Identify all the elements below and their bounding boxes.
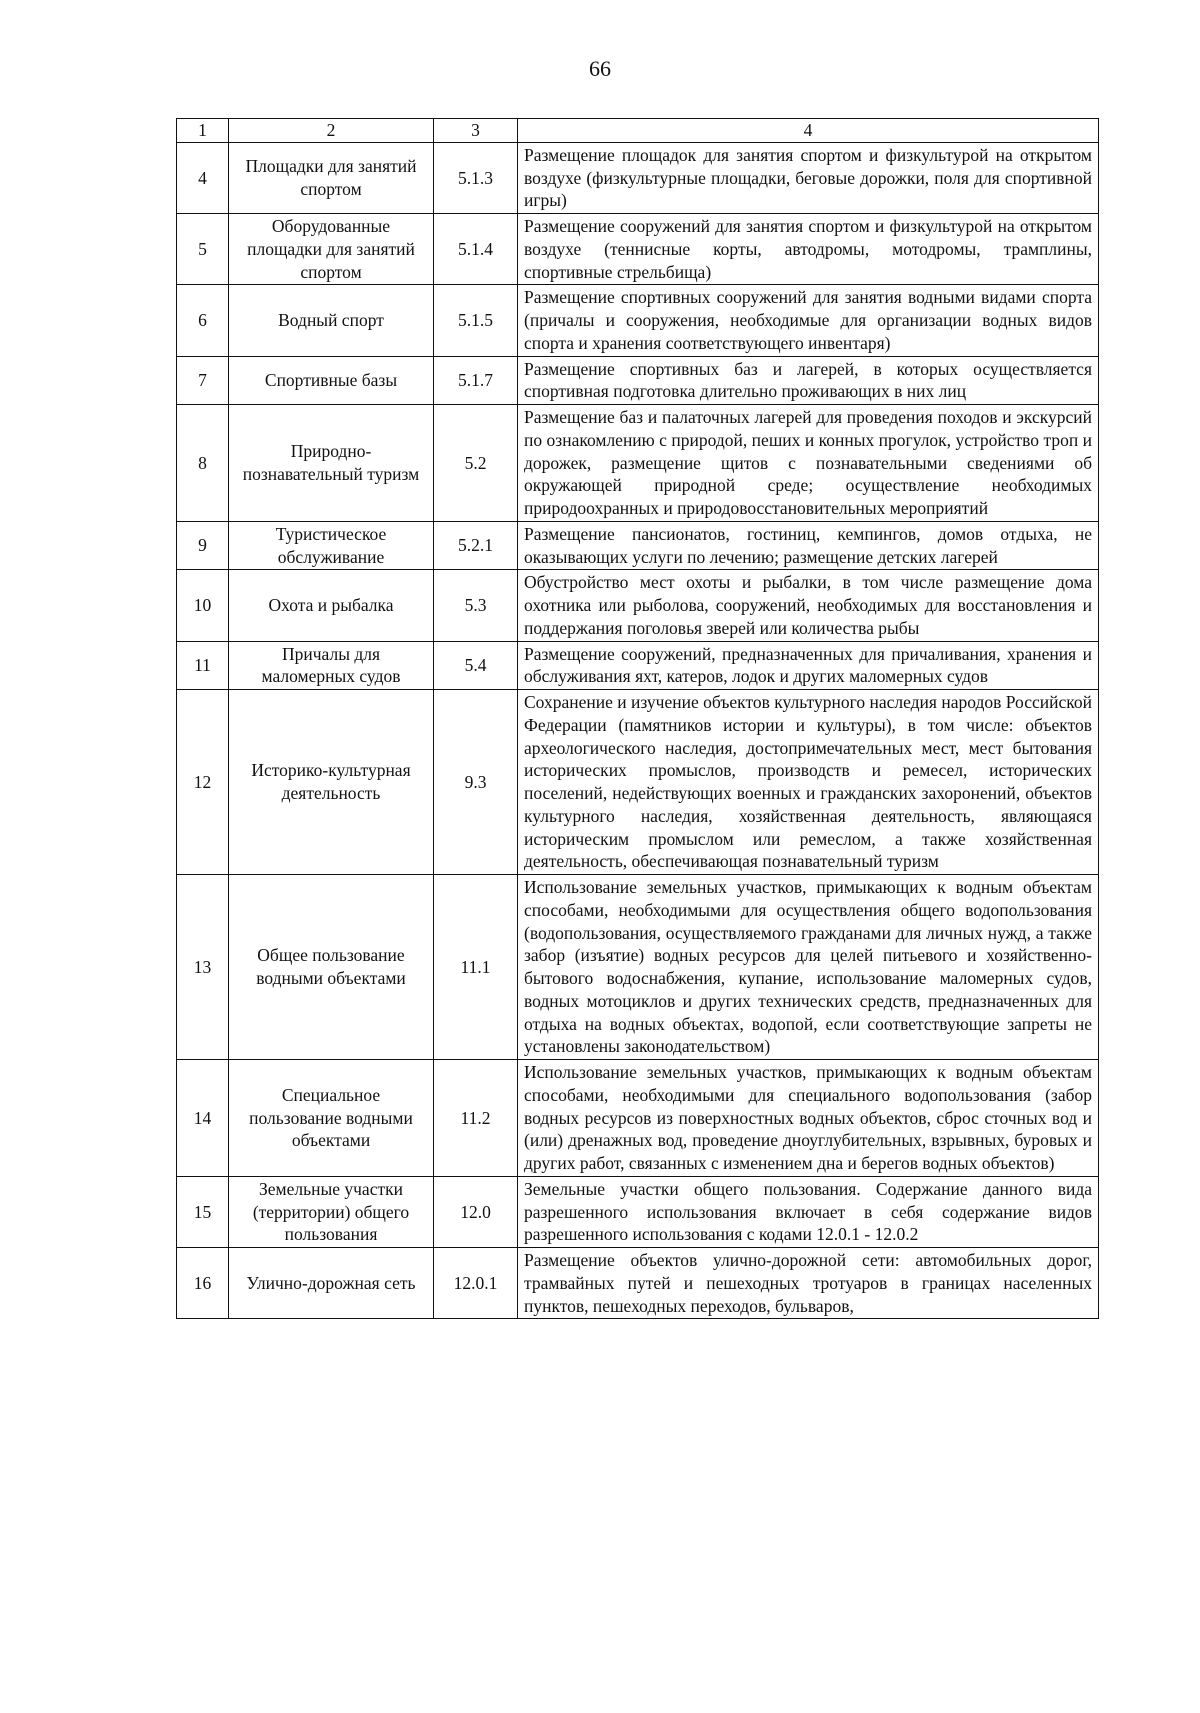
- use-type-code: 5.1.4: [434, 214, 518, 285]
- row-number: 11: [177, 641, 229, 690]
- row-number: 14: [177, 1060, 229, 1177]
- header-col-2: 2: [229, 119, 434, 143]
- use-type-name: Водный спорт: [229, 285, 434, 356]
- use-type-description: Использование земельных участков, примыкающих к водным объектам способами, необходимыми для специального водопользования (забор водных ресурсов из поверхностных водных объектов, сброс сточных вод и (или) дренажных вод, проведение дноуглубительных, взрывных, буровых и других работ, связанных с изменением дна и берегов водных объектов): [518, 1060, 1099, 1177]
- row-number: 13: [177, 875, 229, 1060]
- use-type-description: Обустройство мест охоты и рыбалки, в том числе размещение дома охотника или рыболова, сооружений, необходимых для восстановления и поддержания поголовья зверей или количества рыбы: [518, 570, 1099, 641]
- use-type-code: 5.2: [434, 405, 518, 522]
- table-row: [177, 214, 1099, 285]
- use-type-name: Историко-культурная деятельность: [229, 690, 434, 875]
- use-type-description: Размещение баз и палаточных лагерей для проведения походов и экскурсий по ознакомлению с природой, пеших и конных прогулок, устройство троп и дорожек, размещение щитов с познавательными сведениями об окружающей природной среде; осуществление необходимых природоохранных и природовосстановительных мероприятий: [518, 405, 1099, 522]
- use-type-name: Земельные участки (территории) общего пользования: [229, 1176, 434, 1247]
- table-row: [177, 405, 1099, 522]
- use-type-description: Размещение объектов улично-дорожной сети: автомобильных дорог, трамвайных путей и пешеходных тротуаров в границах населенных пунктов, пешеходных переходов, бульваров,: [518, 1248, 1099, 1319]
- use-type-name: Общее пользование водными объектами: [229, 875, 434, 1060]
- use-type-code: 11.2: [434, 1060, 518, 1177]
- row-number: 6: [177, 285, 229, 356]
- use-type-description: Размещение сооружений для занятия спортом и физкультурой на открытом воздухе (теннисные корты, автодромы, мотодромы, трамплины, спортивные стрельбища): [518, 214, 1099, 285]
- use-type-name: Оборудованные площадки для занятий спортом: [229, 214, 434, 285]
- use-type-description: Использование земельных участков, примыкающих к водным объектам способами, необходимыми для осуществления общего водопользования (водопользования, осуществляемого гражданами для личных нужд, а также забор (изъятие) водных ресурсов для целей питьевого и хозяйственно-бытового водоснабжения, купание, использование маломерных судов, водных мотоциклов и других технических средств, предназначенных для отдыха на водных объектах, водопой, если соответствующие запреты не установлены законодательством): [518, 875, 1099, 1060]
- use-type-name: Природно-познавательный туризм: [229, 405, 434, 522]
- use-type-description: Размещение спортивных сооружений для занятия водными видами спорта (причалы и сооружения, необходимые для организации водных видов спорта и хранения соответствующего инвентаря): [518, 285, 1099, 356]
- table-row: [177, 1248, 1099, 1319]
- table-row: [177, 285, 1099, 356]
- table-row: [177, 570, 1099, 641]
- use-type-description: Размещение сооружений, предназначенных для причаливания, хранения и обслуживания яхт, катеров, лодок и других маломерных судов: [518, 641, 1099, 690]
- use-type-name: Площадки для занятий спортом: [229, 142, 434, 213]
- row-number: 5: [177, 214, 229, 285]
- use-type-description: Размещение площадок для занятия спортом и физкультурой на открытом воздухе (физкультурные площадки, беговые дорожки, поля для спортивной игры): [518, 142, 1099, 213]
- row-number: 12: [177, 690, 229, 875]
- table-row: [177, 690, 1099, 875]
- table-row: [177, 356, 1099, 405]
- use-type-name: Специальное пользование водными объектами: [229, 1060, 434, 1177]
- table-row: [177, 641, 1099, 690]
- row-number: 7: [177, 356, 229, 405]
- table-row: [177, 1176, 1099, 1247]
- use-type-description: Размещение спортивных баз и лагерей, в которых осуществляется спортивная подготовка длительно проживающих в них лиц: [518, 356, 1099, 405]
- row-number: 10: [177, 570, 229, 641]
- use-type-code: 5.1.5: [434, 285, 518, 356]
- row-number: 15: [177, 1176, 229, 1247]
- use-type-description: Размещение пансионатов, гостиниц, кемпингов, домов отдыха, не оказывающих услуги по лечению; размещение детских лагерей: [518, 521, 1099, 570]
- header-col-1: 1: [177, 119, 229, 143]
- use-type-code: 5.2.1: [434, 521, 518, 570]
- use-type-name: Спортивные базы: [229, 356, 434, 405]
- header-col-3: 3: [434, 119, 518, 143]
- land-use-table: [176, 118, 1099, 1319]
- table-row: [177, 875, 1099, 1060]
- use-type-name: Туристическое обслуживание: [229, 521, 434, 570]
- page-number: 66: [589, 56, 611, 81]
- use-type-name: Улично-дорожная сеть: [229, 1248, 434, 1319]
- header-col-4: 4: [518, 119, 1099, 143]
- table-row: [177, 142, 1099, 213]
- row-number: 9: [177, 521, 229, 570]
- use-type-code: 5.1.3: [434, 142, 518, 213]
- use-type-code: 5.3: [434, 570, 518, 641]
- use-type-code: 5.4: [434, 641, 518, 690]
- use-type-code: 12.0.1: [434, 1248, 518, 1319]
- use-type-code: 12.0: [434, 1176, 518, 1247]
- use-type-description: Сохранение и изучение объектов культурного наследия народов Российской Федерации (памятников истории и культуры), в том числе: объектов археологического наследия, достопримечательных мест, мест бытования исторических промыслов, производств и ремесел, исторических поселений, недействующих военных и гражданских захоронений, объектов культурного наследия, хозяйственная деятельность, являющаяся историческим промыслом или ремеслом, а также хозяйственная деятельность, обеспечивающая познавательный туризм: [518, 690, 1099, 875]
- table-row: [177, 521, 1099, 570]
- row-number: 8: [177, 405, 229, 522]
- table-header-row: [177, 119, 1099, 143]
- use-type-code: 11.1: [434, 875, 518, 1060]
- use-type-name: Причалы для маломерных судов: [229, 641, 434, 690]
- use-type-description: Земельные участки общего пользования. Содержание данного вида разрешенного использования включает в себя содержание видов разрешенного использования с кодами 12.0.1 - 12.0.2: [518, 1176, 1099, 1247]
- use-type-code: 9.3: [434, 690, 518, 875]
- row-number: 4: [177, 142, 229, 213]
- use-type-code: 5.1.7: [434, 356, 518, 405]
- use-type-name: Охота и рыбалка: [229, 570, 434, 641]
- row-number: 16: [177, 1248, 229, 1319]
- table-row: [177, 1060, 1099, 1177]
